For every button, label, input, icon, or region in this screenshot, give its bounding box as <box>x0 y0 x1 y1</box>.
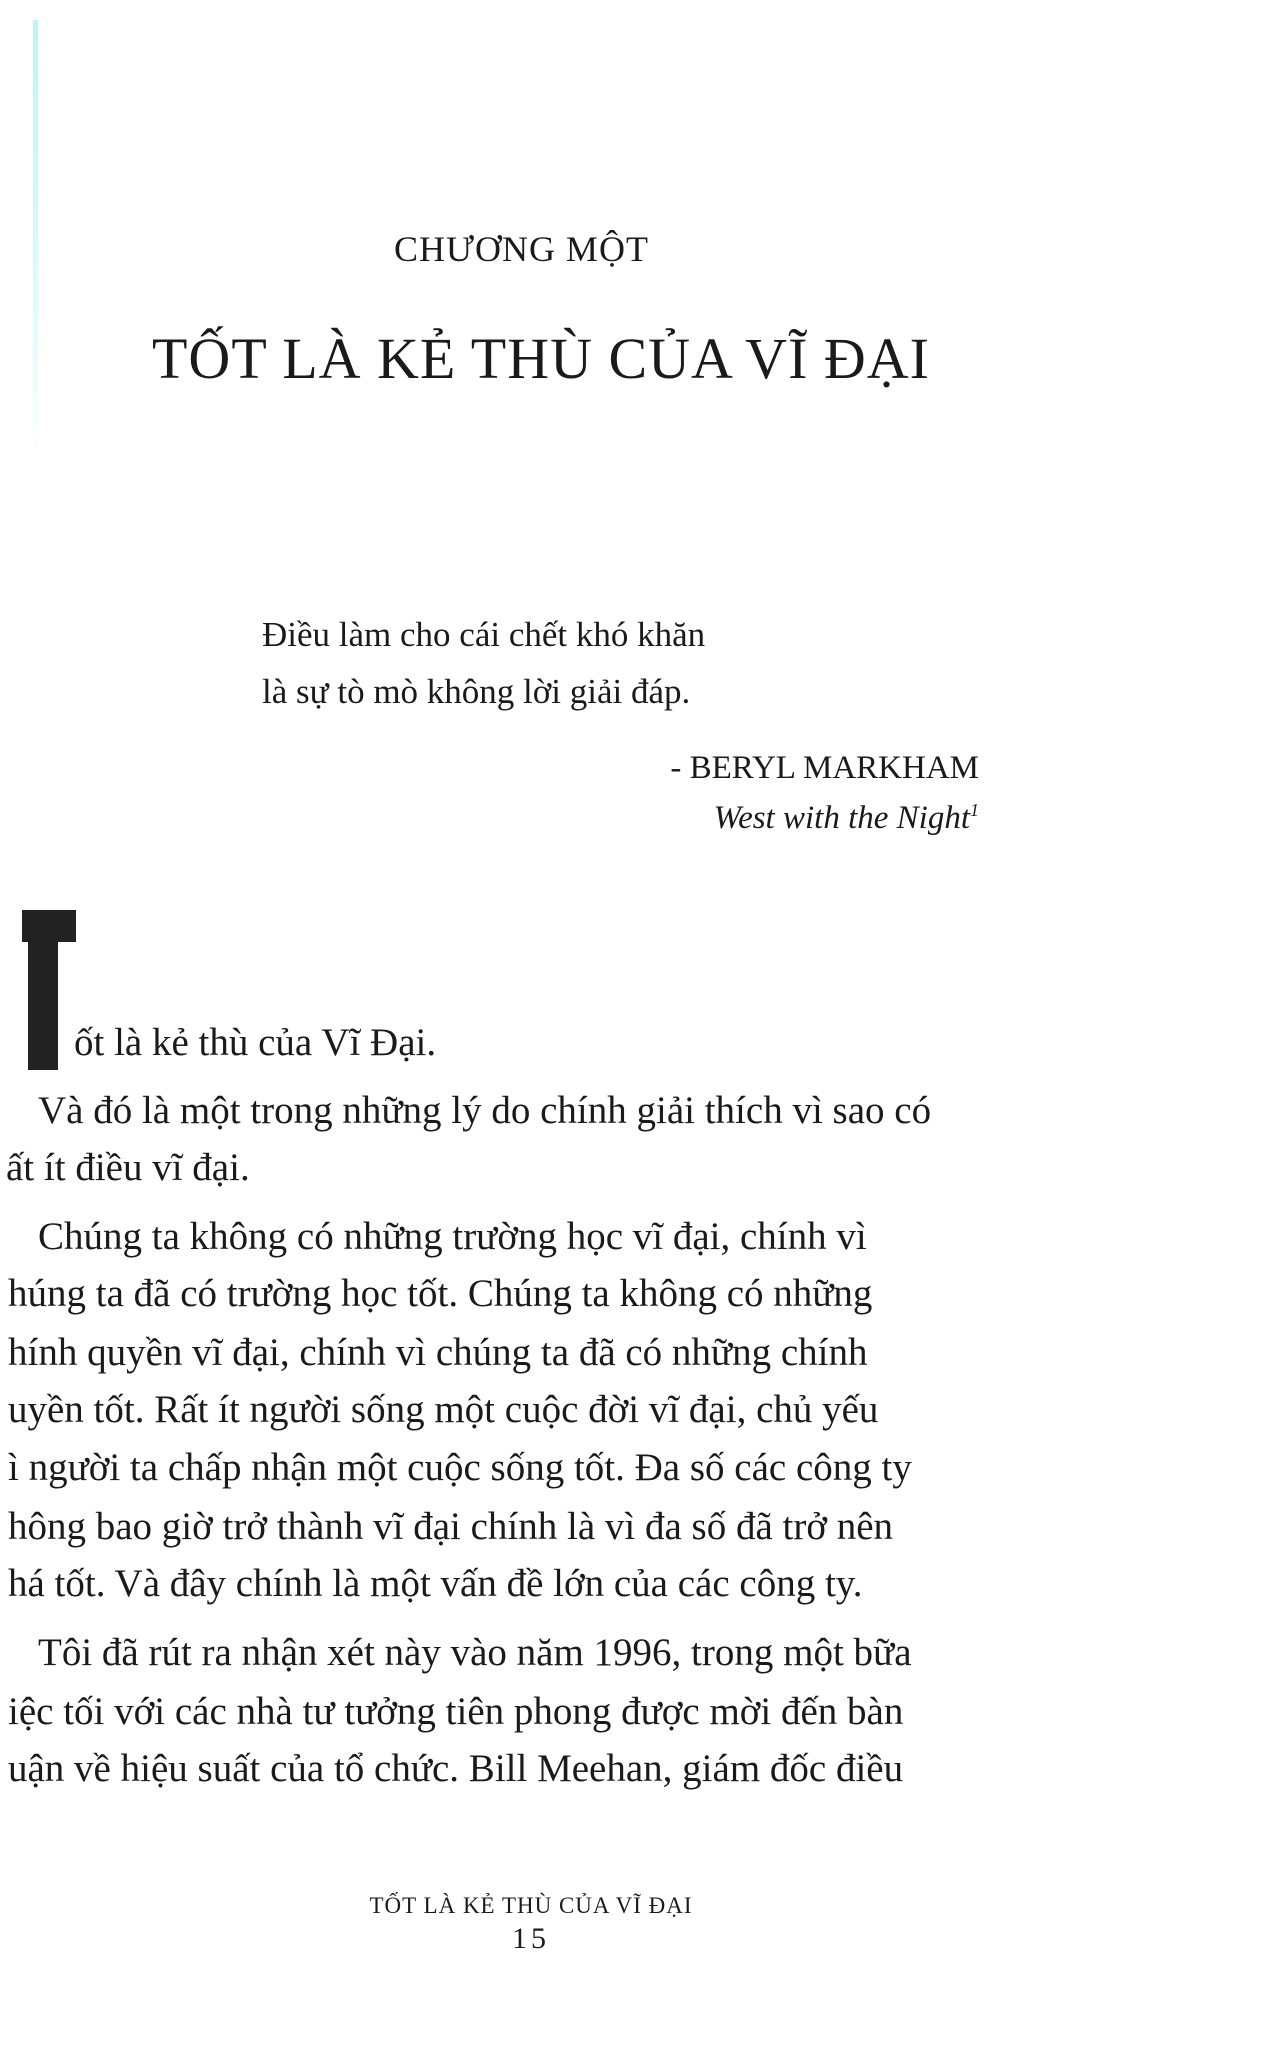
body-line: Và đó là một trong những lý do chính giải thích vì sao có <box>38 1089 932 1132</box>
page-number: 15 <box>512 1922 550 1955</box>
body-line: há tốt. Và đây chính là một vấn đề lớn của các công ty. <box>8 1562 863 1605</box>
drop-cap-t <box>22 910 76 1070</box>
scan-edge-line <box>33 20 38 460</box>
footnote-ref: 1 <box>970 800 979 820</box>
chapter-title: TỐT LÀ KẺ THÙ CỦA VĨ ĐẠI <box>152 326 930 391</box>
body-line: uận về hiệu suất của tổ chức. Bill Meehan, giám đốc điều <box>8 1747 904 1790</box>
chapter-label: CHƯƠNG MỘT <box>394 229 649 269</box>
body-line: ì người ta chấp nhận một cuộc sống tốt. Đa số các công ty <box>8 1446 912 1489</box>
body-line: hính quyền vĩ đại, chính vì chúng ta đã có những chính <box>8 1331 868 1374</box>
epigraph-line-2: là sự tò mò không lời giải đáp. <box>262 672 691 711</box>
first-line: ốt là kẻ thù của Vĩ Đại. <box>74 1021 437 1064</box>
body-line: Chúng ta không có những trường học vĩ đại, chính vì <box>38 1215 867 1258</box>
body-line: hông bao giờ trở thành vĩ đại chính là vì đa số đã trở nên <box>8 1505 894 1548</box>
body-line: iệc tối với các nhà tư tưởng tiên phong được mời đến bàn <box>8 1690 904 1733</box>
body-line: uyền tốt. Rất ít người sống một cuộc đời vĩ đại, chủ yếu <box>8 1388 879 1431</box>
epigraph-line-1: Điều làm cho cái chết khó khăn <box>262 615 706 654</box>
body-line: húng ta đã có trường học tốt. Chúng ta không có những <box>8 1272 873 1315</box>
running-footer: TỐT LÀ KẺ THÙ CỦA VĨ ĐẠI <box>369 1893 693 1918</box>
epigraph-source <box>714 800 979 837</box>
body-line: ất ít điều vĩ đại. <box>6 1146 250 1189</box>
body-line: Tôi đã rút ra nhận xét này vào năm 1996, trong một bữa <box>38 1631 912 1674</box>
epigraph-author: - BERYL MARKHAM <box>670 750 979 786</box>
epigraph-source-title: West with the Night <box>713 800 970 836</box>
